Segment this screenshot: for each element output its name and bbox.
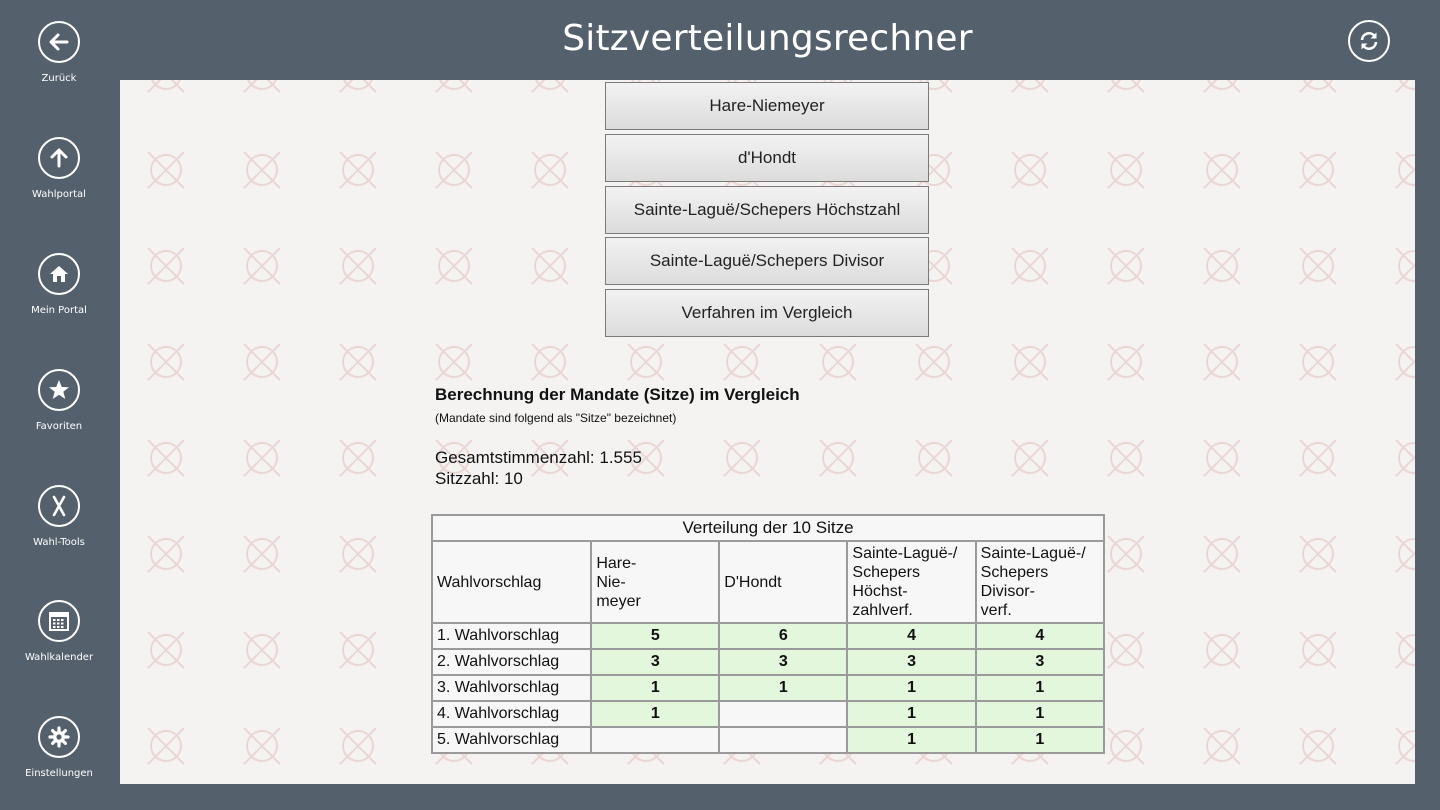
- seat-cell: 3: [719, 649, 847, 675]
- hare-niemeyer-button[interactable]: Hare-Niemeyer: [605, 82, 929, 130]
- row-label: 2. Wahlvorschlag: [432, 649, 591, 675]
- seat-cell: [591, 727, 719, 753]
- content-panel: [120, 80, 1415, 784]
- seat-cell: 1: [976, 727, 1104, 753]
- app-bar-sidebar: [0, 0, 118, 810]
- refresh-button[interactable]: [1348, 20, 1390, 62]
- x-icon: [38, 485, 80, 527]
- seat-cell: 4: [976, 623, 1104, 649]
- seat-cell: 3: [591, 649, 719, 675]
- wahl-tools-button[interactable]: [0, 485, 118, 565]
- seat-cell: 3: [847, 649, 975, 675]
- back-button[interactable]: [0, 21, 118, 101]
- seat-count: Sitzzahl: 10: [435, 469, 523, 488]
- table-row: [432, 649, 1104, 675]
- column-header: Wahlvorschlag: [432, 541, 591, 623]
- arrow-left-icon: [38, 21, 80, 63]
- seat-cell: 6: [719, 623, 847, 649]
- seat-cell: 5: [591, 623, 719, 649]
- vergleich-button[interactable]: Verfahren im Vergleich: [605, 289, 929, 337]
- row-label: 1. Wahlvorschlag: [432, 623, 591, 649]
- wahlkalender-button[interactable]: [0, 600, 118, 680]
- seat-cell: [719, 727, 847, 753]
- refresh-icon: [1357, 29, 1381, 53]
- result-heading: Berechnung der Mandate (Sitze) im Vergleich: [435, 385, 800, 404]
- star-icon: [38, 369, 80, 411]
- column-header: D'Hondt: [719, 541, 847, 623]
- total-votes: Gesamtstimmenzahl: 1.555: [435, 448, 642, 467]
- favoriten-button[interactable]: [0, 369, 118, 449]
- table-row: [432, 701, 1104, 727]
- mein-portal-label: Mein Portal: [31, 305, 87, 316]
- table-caption: Verteilung der 10 Sitze: [432, 515, 1104, 541]
- table-row: [432, 675, 1104, 701]
- sainte-lague-divisor-button[interactable]: Sainte-Laguë/Schepers Divisor: [605, 237, 929, 285]
- seat-cell: 1: [719, 675, 847, 701]
- sainte-lague-hoechstzahl-button[interactable]: Sainte-Laguë/Schepers Höchstzahl: [605, 186, 929, 234]
- column-header: Sainte-Laguë-/ Schepers Höchst- zahlverf.: [847, 541, 975, 623]
- gear-icon: [38, 716, 80, 758]
- seat-cell: 1: [591, 675, 719, 701]
- calendar-icon: [38, 600, 80, 642]
- mein-portal-button[interactable]: [0, 253, 118, 333]
- wahlportal-button[interactable]: [0, 137, 118, 217]
- dhondt-button[interactable]: d'Hondt: [605, 134, 929, 182]
- back-label: Zurück: [41, 73, 77, 84]
- row-label: 5. Wahlvorschlag: [432, 727, 591, 753]
- home-icon: [38, 253, 80, 295]
- seat-cell: 1: [976, 675, 1104, 701]
- arrow-up-icon: [38, 137, 80, 179]
- row-label: 4. Wahlvorschlag: [432, 701, 591, 727]
- column-header: Sainte-Laguë-/ Schepers Divisor- verf.: [976, 541, 1104, 623]
- seat-cell: 1: [847, 727, 975, 753]
- seat-cell: [719, 701, 847, 727]
- wahlkalender-label: Wahlkalender: [24, 652, 94, 663]
- table-row: [432, 727, 1104, 753]
- seat-cell: 4: [847, 623, 975, 649]
- wahl-tools-label: Wahl-Tools: [33, 537, 85, 548]
- app-title: Sitzverteilungsrechner: [562, 18, 973, 59]
- seat-cell: 1: [976, 701, 1104, 727]
- result-subheading: (Mandate sind folgend als "Sitze" bezeichnet): [435, 411, 677, 425]
- einstellungen-label: Einstellungen: [25, 768, 93, 779]
- seat-cell: 1: [847, 675, 975, 701]
- seat-cell: 3: [976, 649, 1104, 675]
- seat-distribution-table: [431, 514, 1105, 754]
- column-header: Hare- Nie- meyer: [591, 541, 719, 623]
- wahlportal-label: Wahlportal: [32, 189, 86, 200]
- row-label: 3. Wahlvorschlag: [432, 675, 591, 701]
- seat-cell: 1: [591, 701, 719, 727]
- table-row: [432, 623, 1104, 649]
- seat-cell: 1: [847, 701, 975, 727]
- favoriten-label: Favoriten: [35, 421, 83, 432]
- einstellungen-button[interactable]: [0, 716, 118, 796]
